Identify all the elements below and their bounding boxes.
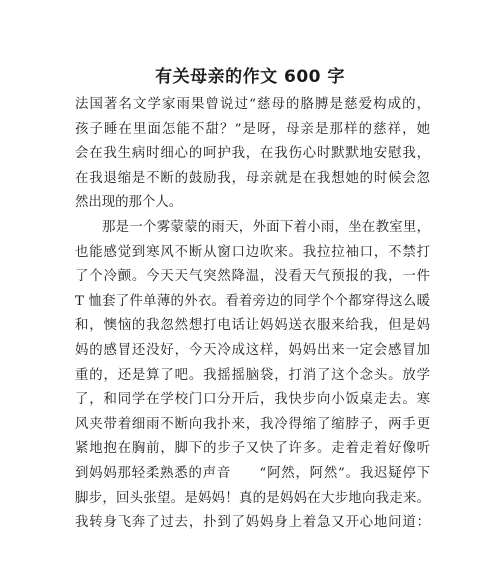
document-title: 有关母亲的作文 600 字: [155, 67, 345, 87]
text-line: 风夹带着细雨不断向我扑来，我冷得缩了缩脖子，两手更: [75, 416, 430, 432]
text-line: 也能感觉到寒风不断从窗口边吹来。我拉拉袖口，不禁打: [75, 244, 430, 260]
text-line: T 恤套了件单薄的外衣。看着旁边的同学个个都穿得这么暖: [75, 293, 430, 309]
text-line: 然出现的那个人。: [75, 195, 183, 211]
text-line: 紧地抱在胸前，脚下的步子又快了许多。走着走着好像听: [75, 441, 430, 457]
text-line: 了个冷颤。今天天气突然降温，没看天气预报的我，一件: [75, 269, 430, 285]
text-line: 法国著名文学家雨果曾说过“慈母的胳膊是慈爱构成的，: [75, 97, 430, 112]
text-line: 孩子睡在里面怎能不甜？”是呀，母亲是那样的慈祥，她: [75, 121, 430, 137]
text-line: 和，懊恼的我忽然想打电话让妈妈送衣服来给我，但是妈: [75, 318, 430, 334]
document-body: [75, 93, 430, 536]
text-line: 重的，还是算了吧。我摇摇脑袋，打消了这个念头。放学: [75, 367, 430, 383]
text-line: 会在我生病时细心的呵护我，在我伤心时默默地安慰我，: [75, 146, 430, 162]
paragraph-1: [75, 93, 430, 216]
text-line: 了，和同学在学校门口分开后，我快步向小饭桌走去。寒: [75, 392, 430, 408]
text-line: 脚步，回头张望。是妈妈！真的是妈妈在大步地向我走来。: [75, 490, 430, 506]
text-line: 妈的感冒还没好，今天冷成这样，妈妈出来一定会感冒加: [75, 342, 430, 358]
text-line: 到妈妈那轻柔熟悉的声音 “阿然，阿然”。我迟疑停下: [75, 465, 430, 481]
text-line: 那是一个雾蒙蒙的雨天，外面下着小雨，坐在教室里，: [102, 219, 430, 235]
text-line: 在我退缩是不断的鼓励我，母亲就是在我想她的时候会忽: [75, 170, 430, 186]
text-line: 我转身飞奔了过去，扑到了妈妈身上着急又开心地问道：: [75, 515, 430, 531]
paragraph-2: [75, 216, 430, 536]
